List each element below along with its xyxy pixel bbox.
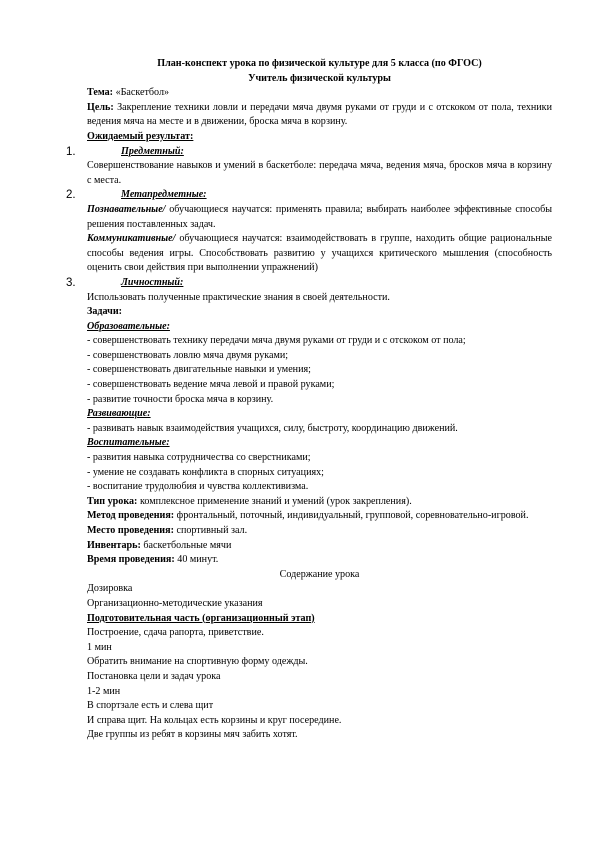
inventory-line (87, 539, 552, 554)
result-item-metasubject (66, 188, 552, 203)
document-title: План-конспект урока по физической культуре для 5 класса (по ФГОС) (157, 58, 482, 69)
tasks-list-item: - развития навыка сотрудничества со сверстниками; (87, 452, 311, 464)
document-page (66, 57, 552, 743)
content-line: 1-2 мин (87, 685, 121, 697)
content-line: Построение, сдача рапорта, приветствие. (87, 627, 264, 639)
result-title: Метапредметные: (121, 189, 207, 201)
goal-value: Закрепление техники ловли и передачи мяча двумя руками от груди и с отскоком от пола, техники ведения мяча на месте и в движении, броска мяча в корзину. (87, 101, 552, 128)
result-number: 3. (66, 276, 76, 289)
inventory-label: Инвентарь: (87, 539, 141, 551)
result-item-subject (66, 145, 552, 160)
content-line: Дозировка (87, 583, 133, 595)
metasubject-label: Коммуникативные/ (87, 233, 176, 245)
method-label: Метод проведения: (87, 510, 175, 522)
content-line: Постановка цели и задач урока (87, 670, 221, 682)
place-value: спортивный зал. (173, 525, 248, 536)
result-text: Использовать полученные практические знания в своей деятельности. (87, 291, 390, 303)
content-line: Подготовительная часть (организационный этап) (87, 612, 315, 624)
result-item-personal (66, 276, 552, 291)
content-line: В спортзале есть и слева щит (87, 700, 214, 712)
metasubject-text: обучающиеся научатся: применять правила; выбирать наиболее эффективные способы решения поставленных задач. (87, 203, 552, 230)
result-title: Личностный: (121, 276, 184, 288)
tasks-group-title: Воспитательные: (87, 437, 170, 449)
lesson-type-line (87, 495, 552, 510)
metasubject-label: Познавательные/ (87, 203, 166, 215)
tasks-list-item: - развитие точности броска мяча в корзину. (87, 393, 274, 405)
content-line: Обратить внимание на спортивную форму одежды. (87, 656, 308, 668)
expected-result-heading: Ожидаемый результат: (87, 130, 194, 142)
document-author: Учитель физической культуры (248, 72, 391, 84)
tasks-group-title: Образовательные: (87, 320, 170, 332)
content-heading: Содержание урока (279, 568, 360, 580)
metasubject-communicative (87, 232, 552, 276)
topic-label: Тема: (87, 87, 114, 99)
tasks-list-item: - воспитание трудолюбия и чувства коллективизма. (87, 481, 309, 493)
content-lines (87, 582, 552, 743)
content-line: Организационно-методические указания (87, 597, 263, 609)
place-line (87, 524, 552, 539)
tasks-group-title: Развивающие: (87, 408, 151, 420)
tasks-list-item: - умение не создавать конфликта в спорных ситуациях; (87, 466, 324, 478)
lesson-type-label: Тип урока: (87, 495, 138, 507)
duration-label: Время проведения: (87, 554, 175, 566)
duration-line (87, 553, 552, 568)
metasubject-text: обучающиеся научатся: взаимодействовать в группе, находить общие рациональные способы ведения игры. Способствовать развитию у учащихся критического мышления (способность оценить свои действия при выполнении упражнений) (87, 233, 552, 274)
method-paragraph (87, 509, 552, 524)
goal-paragraph (87, 101, 552, 130)
result-text: Совершенствование навыков и умений в баскетболе: передача мяча, ведения мяча, бросков мяча в корзину с места. (87, 160, 552, 186)
result-number: 2. (66, 189, 76, 202)
metasubject-cognitive (87, 203, 552, 232)
place-label: Место проведения: (87, 525, 174, 536)
tasks-list-item: - совершенствовать ловлю мяча двумя руками; (87, 349, 289, 361)
result-title: Предметный: (121, 145, 184, 157)
content-line: Две группы из ребят в корзины мяч забить хотят. (87, 729, 298, 741)
method-value: фронтальный, поточный, индивидуальный, групповой, соревновательно-игровой. (174, 510, 529, 522)
inventory-value: баскетбольные мячи (140, 539, 232, 551)
goal-label: Цель: (87, 101, 114, 113)
tasks-heading: Задачи: (87, 306, 122, 318)
content-line: 1 мин (87, 641, 112, 653)
tasks-list-item: - совершенствовать двигательные навыки и умения; (87, 364, 311, 376)
lesson-type-value: комплексное применение знаний и умений (урок закрепления). (137, 495, 412, 507)
tasks-list-item: - совершенствовать ведение мяча левой и правой руками; (87, 379, 335, 391)
topic-value: «Баскетбол» (113, 87, 170, 99)
tasks-list-item: - развивать навык взаимодействия учащихся, силу, быстроту, координацию движений. (87, 422, 458, 434)
content-line: И справа щит. На кольцах есть корзины и круг посередине. (87, 714, 342, 726)
topic-line (87, 86, 552, 101)
result-number: 1. (66, 145, 76, 158)
duration-value: 40 минут. (174, 554, 219, 566)
tasks-list-item: - совершенствовать технику передачи мяча двумя руками от груди и с отскоком от пола; (87, 335, 466, 347)
